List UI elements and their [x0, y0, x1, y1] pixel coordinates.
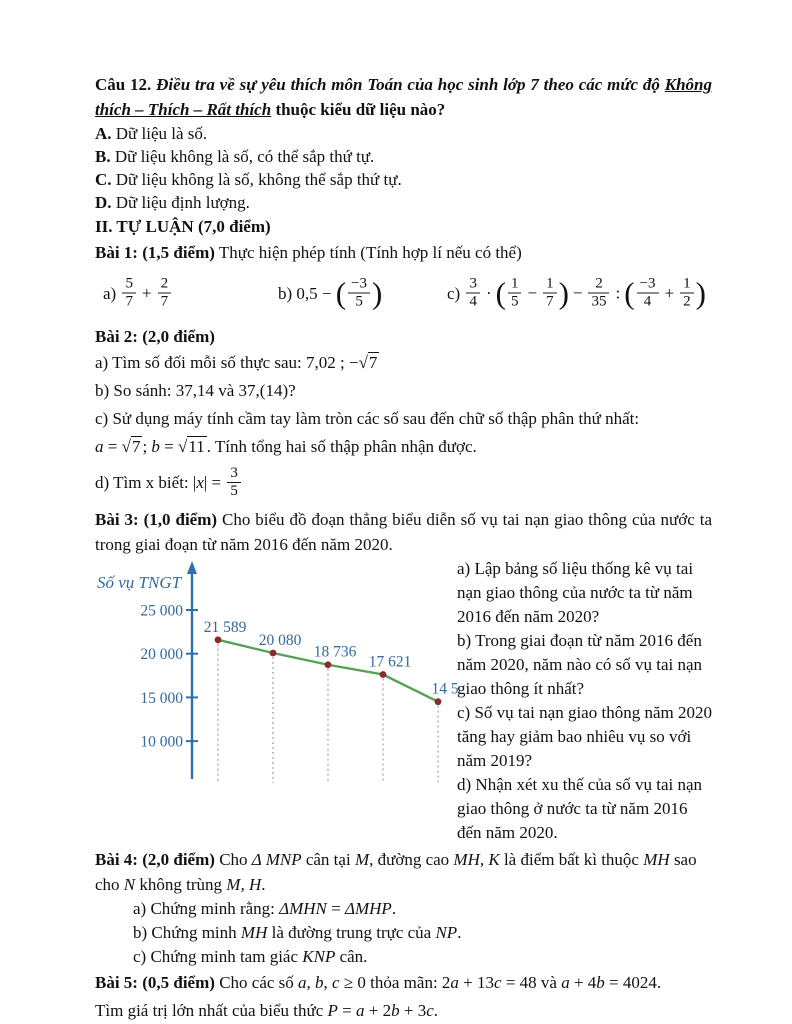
fraction: $\frac{1}{5}$ — [508, 276, 522, 311]
text-segment: Bài 3: (1,0 điểm) — [95, 510, 218, 529]
text-segment: ) — [695, 275, 706, 310]
fraction: $\frac{1}{2}$ — [680, 276, 694, 311]
text-segment: MH — [240, 923, 268, 942]
fraction: $\frac{3}{4}$ — [466, 276, 480, 311]
svg-text:14 5: 14 5 — [431, 680, 459, 698]
text-segment: , — [323, 973, 333, 992]
option-d-text: Dữ liệu định lượng. — [111, 193, 250, 212]
bai2-line-a — [95, 349, 712, 377]
text-segment: = — [159, 437, 179, 456]
text-segment: Tìm giá trị lớn nhất của biểu thức — [95, 1001, 328, 1020]
sqrt-expression: √11 — [178, 437, 205, 456]
document-content — [95, 72, 712, 1024]
text-segment: M, H — [226, 875, 262, 894]
text-segment: Cho biểu đồ đoạn thẳng biểu diễn số vụ tai nạn giao thông của nước ta trong giai đoạn từ năm 2016 đến năm 2020. — [95, 510, 712, 554]
text-segment: ) — [558, 275, 569, 310]
fraction: $\frac{2}{7}$ — [158, 276, 172, 311]
text-segment: b — [151, 437, 160, 456]
bai4-line2 — [95, 872, 712, 897]
text-segment: c) Sử dụng máy tính cầm tay làm tròn các số sau đến chữ số thập phân thứ nhất: — [95, 409, 640, 428]
text-segment: + — [664, 283, 675, 303]
bai3-question-c: c) Số vụ tai nạn giao thông năm 2020 tăng hay giảm bao nhiêu vụ so với năm 2019? — [457, 703, 712, 770]
text-segment: Không thích – Thích – Rất thích — [95, 75, 713, 119]
text-segment: b) 0,5 − — [278, 283, 336, 303]
text-segment: c) Chứng minh tam giác — [133, 947, 303, 966]
text-segment: = — [326, 899, 345, 918]
text-segment: x — [196, 473, 204, 492]
text-segment: a — [561, 973, 570, 992]
text-segment: cân. — [335, 947, 368, 966]
text-segment: c — [426, 1001, 434, 1020]
text-segment: + 3 — [399, 1001, 427, 1020]
option-b — [95, 145, 712, 168]
svg-text:Số vụ TNGT: Số vụ TNGT — [97, 573, 182, 592]
svg-text:20 000: 20 000 — [140, 646, 183, 664]
text-segment: c — [494, 973, 502, 992]
svg-text:15 000: 15 000 — [140, 689, 183, 707]
bai5-line2 — [95, 997, 712, 1024]
text-segment: ( — [624, 275, 635, 310]
text-segment: ; — [142, 437, 152, 456]
text-segment: · — [485, 283, 492, 303]
fraction: $\frac{-3}{4}$ — [637, 276, 659, 311]
option-d — [95, 191, 712, 214]
fraction: $\frac{2}{35}$ — [588, 276, 609, 311]
text-segment: a — [298, 973, 307, 992]
accident-line-chart — [95, 557, 457, 847]
text-segment: Thực hiện phép tính (Tính hợp lí nếu có thể) — [214, 243, 522, 262]
bai3-questions — [457, 557, 712, 845]
svg-text:21 589: 21 589 — [203, 618, 247, 636]
text-segment: Cho các số — [214, 973, 299, 992]
text-segment: + 4 — [569, 973, 597, 992]
bai3-question-d: d) Nhận xét xu thế của số vụ tai nạn giao thông ở nước ta từ năm 2016 đến năm 2020. — [457, 775, 703, 842]
text-segment: Bài 1: (1,5 điểm) — [95, 243, 215, 262]
text-segment: thuộc kiểu dữ liệu nào? — [271, 100, 446, 119]
bai3-question-b: b) Trong giai đoạn từ năm 2016 đến năm 2020, năm nào có số vụ tai nạn giao thông ít nhất? — [457, 631, 703, 698]
text-segment: , — [479, 850, 489, 869]
text-segment: không trùng — [135, 875, 227, 894]
text-segment: là điểm bất kì thuộc — [499, 850, 644, 869]
text-segment: Điều tra về sự yêu thích môn Toán của học sinh lớp 7 theo các mức độ — [156, 75, 665, 94]
option-c-key: C. — [95, 170, 112, 189]
text-segment: = 4024. — [604, 973, 662, 992]
bai1-expression-c — [447, 275, 706, 313]
text-segment: Cho — [214, 850, 252, 869]
bai3-question-a: a) Lập bảng số liệu thống kê vụ tai nạn giao thông của nước ta từ năm 2016 đến năm 2020? — [457, 559, 694, 626]
bai2-line-d — [95, 461, 712, 505]
bai1-expression-a — [103, 275, 173, 313]
fraction: $\frac{3}{5}$ — [227, 465, 241, 500]
text-segment: a — [95, 437, 104, 456]
sqrt-expression: √7 — [358, 353, 378, 372]
text-segment: b) So sánh: 37,14 và 37,(14)? — [95, 381, 296, 400]
svg-text:20 080: 20 080 — [258, 632, 302, 650]
text-segment: . — [391, 899, 397, 918]
text-segment: Bài 5: (0,5 điểm) — [95, 973, 215, 992]
text-segment: d) Tìm x biết: | — [95, 473, 197, 492]
bai1-expression-b — [278, 275, 383, 313]
fraction: $\frac{1}{7}$ — [543, 276, 557, 311]
text-segment: a) — [103, 283, 121, 303]
section-2-title: II. TỰ LUẬN (7,0 điểm) — [95, 217, 271, 236]
text-segment: b — [315, 973, 324, 992]
text-segment: ≥ 0 thỏa mãn: 2 — [339, 973, 451, 992]
text-segment: c — [332, 973, 340, 992]
text-segment: MH — [643, 850, 670, 869]
text-segment: . Tính tổng hai số thập phân nhận được. — [206, 437, 477, 456]
text-segment: = — [337, 1001, 357, 1020]
bai2-heading: Bài 2: (2,0 điểm) — [95, 327, 215, 346]
bai2-line-c1 — [95, 405, 712, 433]
text-segment: . — [457, 923, 462, 942]
fraction: $\frac{-3}{5}$ — [348, 276, 370, 311]
text-segment: ( — [335, 275, 347, 310]
option-b-key: B. — [95, 147, 111, 166]
text-segment: − — [527, 283, 538, 303]
text-segment: M — [354, 850, 370, 869]
text-segment: : — [615, 283, 621, 303]
text-segment: . — [433, 1001, 438, 1020]
text-segment: KNP — [302, 947, 336, 966]
text-segment: + 13 — [458, 973, 495, 992]
text-segment: a) Tìm số đối mỗi số thực sau: 7,02 ; − — [95, 353, 359, 372]
text-segment: K — [488, 850, 500, 869]
svg-text:25 000: 25 000 — [140, 602, 183, 620]
bai3-row — [95, 557, 712, 847]
bai2-line-c2 — [95, 433, 712, 461]
bai3-heading — [95, 507, 712, 557]
text-segment: Câu 12. — [95, 75, 157, 94]
text-segment: P — [327, 1001, 338, 1020]
text-segment: b — [596, 973, 605, 992]
bai4-sub-b — [95, 921, 712, 945]
text-segment: = — [103, 437, 122, 456]
text-segment: a — [450, 973, 459, 992]
fraction: $\frac{5}{7}$ — [122, 276, 136, 311]
sqrt-expression: √7 — [121, 437, 141, 456]
text-segment: NP — [435, 923, 458, 942]
bai4-sub-c — [95, 945, 712, 969]
text-segment: cân tại — [301, 850, 355, 869]
option-d-key: D. — [95, 193, 112, 212]
bai4-sub-a — [95, 897, 712, 921]
text-segment: ( — [495, 275, 506, 310]
text-segment: Bài 4: (2,0 điểm) — [95, 850, 215, 869]
text-segment: . — [261, 875, 266, 894]
option-a — [95, 122, 712, 145]
svg-text:17 621: 17 621 — [368, 653, 412, 671]
text-segment: N — [123, 875, 136, 894]
option-c — [95, 168, 712, 191]
svg-text:18 736: 18 736 — [313, 643, 357, 661]
option-a-text: Dữ liệu là số. — [111, 124, 208, 143]
text-segment: là đường trung trực của — [267, 923, 436, 942]
text-segment: c) — [447, 283, 465, 303]
text-segment: b — [391, 1001, 400, 1020]
text-segment: sao — [669, 850, 697, 869]
option-c-text: Dữ liệu không là số, không thể sắp thứ tự. — [111, 170, 402, 189]
bai1-expressions — [95, 268, 712, 322]
option-b-text: Dữ liệu không là số, có thể sắp thứ tự. — [110, 147, 375, 166]
line-chart-svg — [95, 557, 459, 825]
text-segment: , đường cao — [369, 850, 454, 869]
text-segment: , — [306, 973, 316, 992]
text-segment: − — [572, 283, 583, 303]
text-segment: b) Chứng minh — [133, 923, 241, 942]
text-segment: + 2 — [364, 1001, 392, 1020]
text-segment: a — [356, 1001, 365, 1020]
bai2-line-b — [95, 377, 712, 405]
text-segment: a) Chứng minh rằng: — [133, 899, 280, 918]
bai4-line1 — [95, 847, 712, 872]
text-segment: MH — [453, 850, 480, 869]
text-segment: cho — [95, 875, 124, 894]
text-segment: | = — [203, 473, 226, 492]
text-segment: + — [141, 283, 152, 303]
svg-text:10 000: 10 000 — [140, 733, 183, 751]
text-segment: ΔMHN — [279, 899, 327, 918]
bai5-line1 — [95, 969, 712, 997]
question-12 — [95, 72, 712, 122]
text-segment: = 48 và — [501, 973, 562, 992]
text-segment: ΔMHP — [345, 899, 392, 918]
text-segment: Δ MNP — [251, 850, 302, 869]
text-segment: ) — [372, 275, 383, 310]
bai1-heading — [95, 240, 712, 265]
option-a-key: A. — [95, 124, 112, 143]
